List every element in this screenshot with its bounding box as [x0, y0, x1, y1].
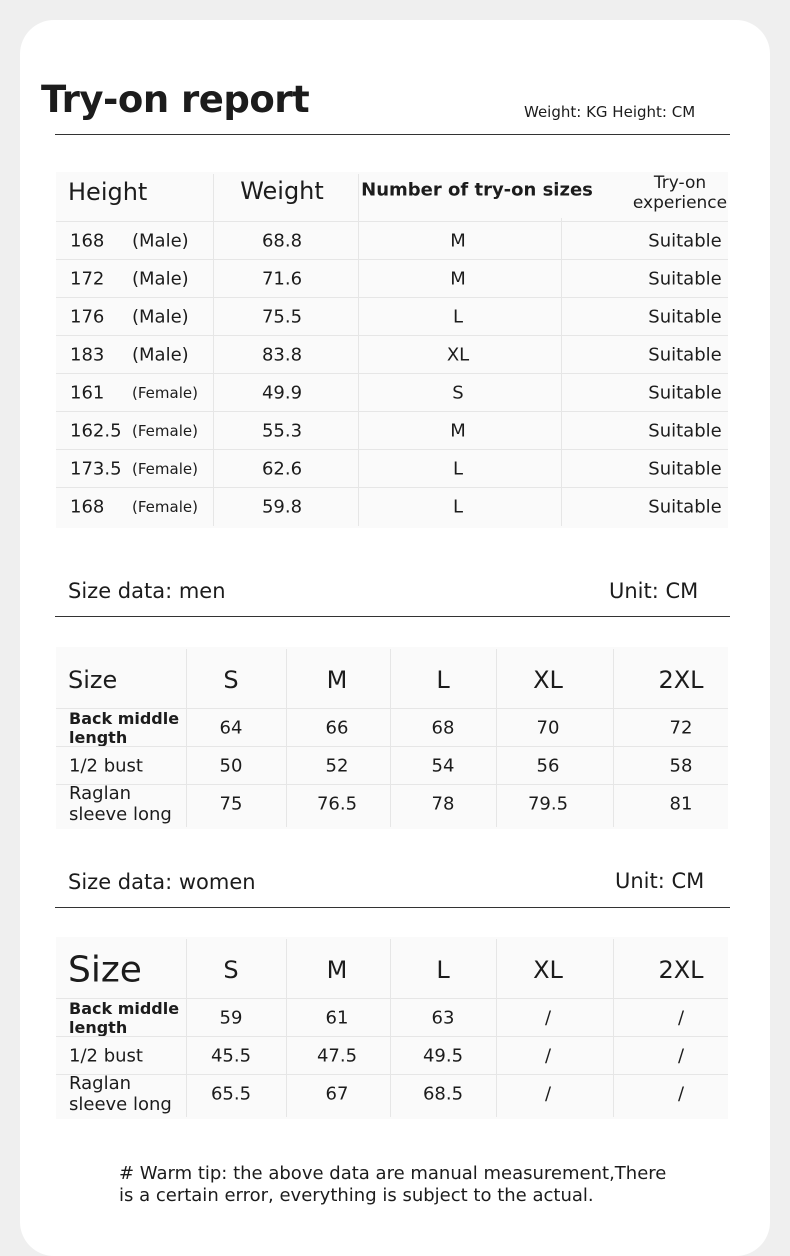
measure-label-line: 1/2 bust [69, 755, 143, 777]
size-header: Size [68, 666, 118, 694]
tryon-experience: Suitable [648, 382, 722, 404]
size-col-m: M [326, 666, 348, 694]
col-divider [186, 649, 187, 827]
size-col-xl: XL [533, 956, 563, 984]
measure-value: 81 [669, 793, 693, 815]
row-divider [56, 487, 728, 488]
size-header: Size [68, 949, 142, 991]
measure-label-line: Back middle [69, 999, 180, 1018]
measure-value: 75 [219, 793, 243, 815]
units-note: Weight: KG Height: CM [524, 103, 696, 121]
measure-value: 68 [431, 717, 455, 739]
tryon-experience: Suitable [648, 496, 722, 518]
tryon-size: M [450, 268, 466, 290]
col-divider [496, 649, 497, 827]
tryon-weight: 49.9 [261, 382, 303, 404]
size-col-s: S [223, 666, 239, 694]
tryon-weight: 71.6 [261, 268, 303, 290]
header-experience-line1: Try-on [653, 173, 707, 193]
col-divider [613, 939, 614, 1117]
measure-label-line: sleeve long [69, 804, 172, 825]
women-divider [55, 907, 730, 908]
measure-value: 54 [431, 755, 455, 777]
col-divider [561, 218, 562, 526]
col-divider [390, 939, 391, 1117]
row-divider [56, 259, 728, 260]
warm-tip: # Warm tip: the above data are manual measurement,There is a certain error, everything is subject to the actual. [119, 1163, 667, 1206]
tryon-experience: Suitable [648, 458, 722, 480]
tryon-experience: Suitable [648, 344, 722, 366]
row-divider [56, 449, 728, 450]
tryon-gender: (Male) [132, 306, 189, 328]
measure-label-line: sleeve long [69, 1094, 172, 1115]
measure-label-line: Raglan [69, 1073, 132, 1094]
measure-label-line: length [69, 728, 128, 747]
col-divider [496, 939, 497, 1117]
measure-value: / [677, 1045, 685, 1067]
tryon-weight: 68.8 [261, 230, 303, 252]
row-divider [56, 221, 728, 222]
tryon-experience: Suitable [648, 420, 722, 442]
tryon-weight: 55.3 [261, 420, 303, 442]
measure-value: 50 [219, 755, 243, 777]
measure-value: 59 [219, 1007, 243, 1029]
men-unit: Unit: CM [609, 579, 699, 603]
tryon-experience: Suitable [648, 230, 722, 252]
measure-value: / [544, 1083, 552, 1105]
measure-label [69, 756, 143, 777]
measure-label-line: Back middle [69, 709, 180, 728]
size-col-2xl: 2XL [658, 666, 704, 694]
measure-value: 63 [431, 1007, 455, 1029]
size-col-s: S [223, 956, 239, 984]
tryon-gender: (Male) [132, 268, 189, 290]
tryon-experience: Suitable [648, 306, 722, 328]
measure-value: 61 [325, 1007, 349, 1029]
row-divider [56, 335, 728, 336]
measure-value: 66 [325, 717, 349, 739]
tryon-gender: (Male) [132, 230, 189, 252]
row-divider [56, 297, 728, 298]
tryon-gender: (Female) [132, 422, 198, 440]
measure-label-line: length [69, 1018, 128, 1037]
size-col-2xl: 2XL [658, 956, 704, 984]
header-experience-line2: experience [632, 193, 728, 213]
row-divider [56, 411, 728, 412]
col-divider [213, 174, 214, 526]
measure-label [69, 783, 172, 825]
measure-value: / [544, 1007, 552, 1029]
tryon-height: 162.5 [70, 420, 122, 442]
header-height: Height [68, 178, 148, 206]
col-divider [286, 939, 287, 1117]
tryon-height: 161 [70, 382, 105, 404]
measure-label [69, 1046, 143, 1067]
tryon-size: L [452, 496, 464, 518]
measure-value: 47.5 [316, 1045, 358, 1067]
page-title: Try-on report [41, 78, 310, 121]
tryon-size: M [450, 420, 466, 442]
tryon-gender: (Female) [132, 384, 198, 402]
tryon-size: XL [446, 344, 470, 366]
tryon-gender: (Male) [132, 344, 189, 366]
col-divider [390, 649, 391, 827]
measure-value: 70 [536, 717, 560, 739]
tryon-weight: 83.8 [261, 344, 303, 366]
header-tryon-size: Number of try-on sizes [361, 179, 593, 201]
measure-value: / [544, 1045, 552, 1067]
measure-value: 65.5 [210, 1083, 252, 1105]
tryon-size: M [450, 230, 466, 252]
men-divider [55, 616, 730, 617]
tryon-size: L [452, 458, 464, 480]
measure-value: 78 [431, 793, 455, 815]
measure-value: 49.5 [422, 1045, 464, 1067]
col-divider [358, 174, 359, 526]
measure-label [69, 1073, 172, 1115]
col-divider [286, 649, 287, 827]
size-col-l: L [436, 956, 450, 984]
tryon-height: 172 [70, 268, 105, 290]
row-divider [56, 1036, 728, 1037]
tryon-height: 168 [70, 230, 105, 252]
size-col-l: L [436, 666, 450, 694]
men-section-title: Size data: men [68, 579, 226, 603]
measure-value: 45.5 [210, 1045, 252, 1067]
size-col-xl: XL [533, 666, 563, 694]
tryon-height: 176 [70, 306, 105, 328]
tryon-height: 183 [70, 344, 105, 366]
row-divider [56, 373, 728, 374]
tryon-weight: 62.6 [261, 458, 303, 480]
measure-value: 67 [325, 1083, 349, 1105]
tryon-height: 168 [70, 496, 105, 518]
tryon-experience: Suitable [648, 268, 722, 290]
measure-value: 79.5 [527, 793, 569, 815]
measure-value: 76.5 [316, 793, 358, 815]
measure-value: 52 [325, 755, 349, 777]
measure-value: / [677, 1007, 685, 1029]
header-weight: Weight [240, 177, 324, 205]
tryon-size: S [452, 382, 464, 404]
size-col-m: M [326, 956, 348, 984]
title-divider [55, 134, 730, 135]
measure-label-line: Raglan [69, 783, 132, 804]
women-unit: Unit: CM [615, 869, 705, 893]
measure-value: 68.5 [422, 1083, 464, 1105]
measure-value: / [677, 1083, 685, 1105]
row-divider [56, 746, 728, 747]
measure-value: 58 [669, 755, 693, 777]
tryon-weight: 75.5 [261, 306, 303, 328]
measure-label-line: 1/2 bust [69, 1045, 143, 1067]
measure-label [69, 999, 179, 1037]
women-section-title: Size data: women [68, 870, 256, 894]
tryon-gender: (Female) [132, 460, 198, 478]
measure-value: 64 [219, 717, 243, 739]
col-divider [613, 649, 614, 827]
measure-label [69, 709, 179, 747]
measure-value: 56 [536, 755, 560, 777]
tryon-size: L [452, 306, 464, 328]
measure-value: 72 [669, 717, 693, 739]
tryon-height: 173.5 [70, 458, 122, 480]
tryon-gender: (Female) [132, 498, 198, 516]
col-divider [186, 939, 187, 1117]
tryon-weight: 59.8 [261, 496, 303, 518]
header-experience [633, 173, 727, 213]
